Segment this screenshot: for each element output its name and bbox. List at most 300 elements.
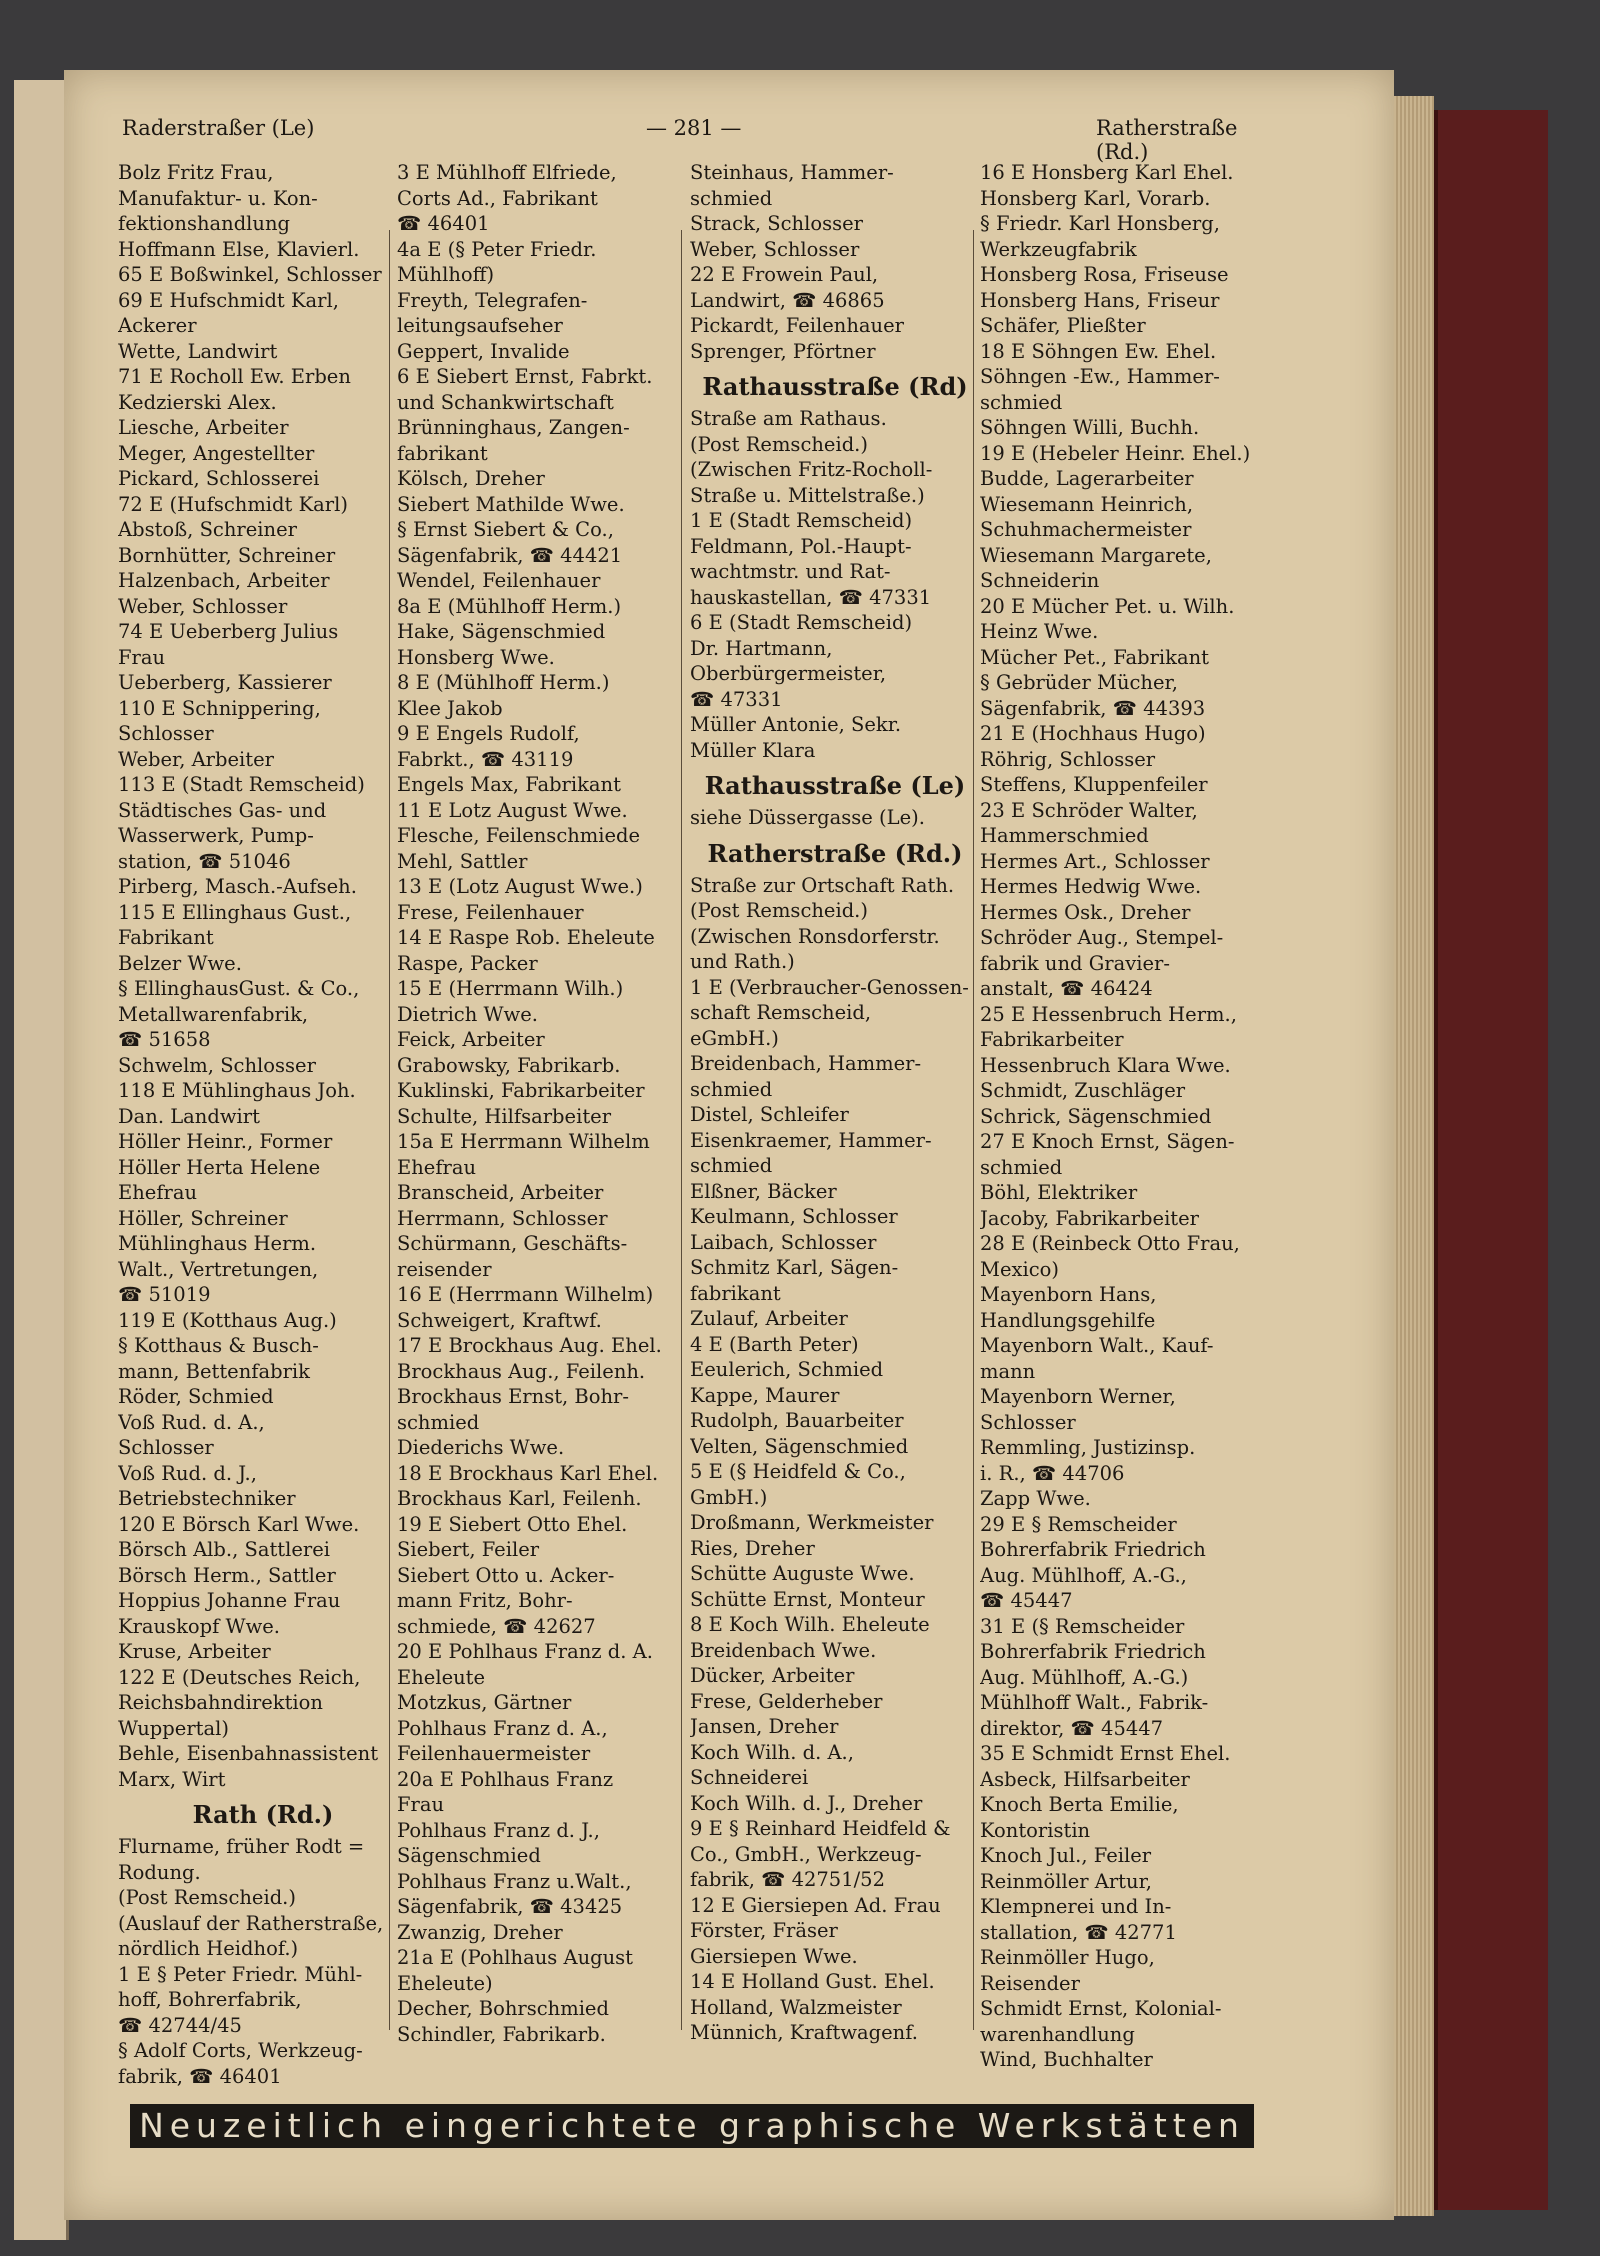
directory-line: Kruse, Arbeiter [118,1640,271,1663]
directory-line: Müller Klara [690,738,816,762]
directory-line: 20 E Mücher Pet. u. Wilh. [980,594,1235,618]
directory-line: Werkzeugfabrik [980,237,1137,261]
column-divider [681,230,682,2030]
directory-line: Schmitz Karl, Sägen- [690,1256,899,1279]
directory-line: Knoch Berta Emilie, [980,1793,1179,1816]
directory-line: Breidenbach, Hammer- [690,1052,922,1075]
directory-line: Wuppertal) [118,1716,229,1740]
directory-line: Koch Wilh. d. A., [690,1740,854,1764]
directory-line: Kuklinski, Fabrikarbeiter [397,1079,645,1102]
directory-line: 71 E Rocholl Ew. Erben [118,365,351,388]
directory-line: hoff, Bohrerfabrik, [118,1988,302,2011]
directory-line: Kedzierski Alex. [118,390,277,414]
directory-line: Wette, Landwirt [118,339,278,363]
directory-line: 69 E Hufschmidt Karl, [118,288,339,312]
directory-line: § Kotthaus & Busch- [118,1334,319,1357]
directory-line: Schrick, Sägenschmied [980,1104,1212,1128]
directory-line: fabrikant [690,1281,781,1305]
directory-line: Keulmann, Schlosser [690,1205,898,1228]
directory-line: 4a E (§ Peter Friedr. [397,237,597,261]
directory-line: i. R., ☎ 44706 [980,1461,1125,1485]
directory-line: Höller Herta Helene [118,1155,321,1179]
directory-line: Sägenfabrik, ☎ 44393 [980,696,1206,720]
directory-line: ☎ 51019 [118,1283,211,1306]
directory-line: Brünninghaus, Zangen- [397,416,630,439]
directory-line: ☎ 51658 [118,1028,211,1051]
directory-line: 8 E Koch Wilh. Eheleute [690,1613,930,1636]
directory-line: Pickardt, Feilenhauer [690,314,904,337]
directory-line: Schäfer, Pließter [980,314,1146,337]
street-heading: Rathausstraße (Le) [704,771,966,800]
directory-line: 6 E (Stadt Remscheid) [690,611,913,634]
directory-line: Bohrerfabrik Friedrich [980,1640,1206,1663]
directory-line: Weber, Schlosser [690,237,860,261]
directory-line: Hoppius Johanne Frau [118,1589,341,1612]
column-4 [980,160,1270,2073]
column-divider [973,230,974,2030]
directory-line: 14 E Holland Gust. Ehel. [690,1970,935,1993]
directory-line: Asbeck, Hilfsarbeiter [980,1767,1190,1791]
directory-line: siehe Düssergasse (Le). [690,806,925,829]
directory-line: 118 E Mühlinghaus Joh. [118,1079,356,1102]
directory-line: (Post Remscheid.) [118,1886,296,1909]
directory-line: Feick, Arbeiter [397,1028,545,1051]
directory-line: Budde, Lagerarbeiter [980,467,1194,490]
directory-line: Klee Jakob [397,696,503,720]
directory-line: Remmling, Justizinsp. [980,1436,1196,1459]
directory-line: Honsberg Hans, Friseur [980,288,1220,312]
directory-line: schmiede, ☎ 42627 [397,1614,596,1638]
directory-line: 3 E Mühlhoff Elfriede, [397,161,617,184]
directory-line: Straße am Rathaus. [690,407,887,430]
directory-line: 9 E § Reinhard Heidfeld & [690,1817,951,1840]
directory-line: 31 E (§ Remscheider [980,1614,1185,1638]
directory-line: direktor, ☎ 45447 [980,1716,1164,1740]
directory-line: Grabowsky, Fabrikarb. [397,1053,621,1077]
directory-line: Elßner, Bäcker [690,1179,837,1203]
directory-line: Ehefrau [397,1155,477,1179]
directory-line: 1 E § Peter Friedr. Mühl- [118,1962,363,1986]
directory-line: Metallwarenfabrik, [118,1002,309,1026]
directory-line: fabrik und Gravier- [980,951,1170,975]
directory-line: Höller, Schreiner [118,1206,288,1230]
directory-line: Klempnerei und In- [980,1895,1172,1918]
directory-line: Mayenborn Walt., Kauf- [980,1334,1214,1357]
directory-line: Zapp Wwe. [980,1487,1091,1510]
directory-line: Liesche, Arbeiter [118,416,289,439]
directory-line: Höller Heinr., Former [118,1130,333,1153]
directory-line: (Zwischen Ronsdorferstr. [690,924,940,948]
directory-line: Eisenkraemer, Hammer- [690,1128,932,1152]
directory-line: Motzkus, Gärtner [397,1691,572,1714]
directory-line: schmied [690,186,773,210]
directory-line: mann Fritz, Bohr- [397,1589,573,1612]
column-2 [397,160,687,2047]
directory-line: 17 E Brockhaus Aug. Ehel. [397,1334,662,1357]
directory-line: 122 E (Deutsches Reich, [118,1665,361,1689]
directory-line: Bornhütter, Schreiner [118,543,336,567]
directory-line: Strack, Schlosser [690,212,863,235]
directory-line: Schmidt, Zuschläger [980,1079,1186,1102]
directory-line: eGmbH.) [690,1026,779,1050]
directory-line: Schneiderei [690,1766,809,1789]
directory-line: Münnich, Kraftwagenf. [690,2021,918,2044]
directory-line: Kappe, Maurer [690,1383,840,1407]
directory-line: Siebert Otto u. Acker- [397,1563,615,1587]
directory-line: Belzer Wwe. [118,951,242,975]
directory-line: mann, Bettenfabrik [118,1359,310,1383]
directory-line: Ehefrau [118,1181,198,1204]
directory-line: (Zwischen Fritz-Rocholl- [690,458,933,481]
directory-line: 74 E Ueberberg Julius [118,620,339,643]
directory-line: GmbH.) [690,1485,768,1509]
directory-line: station, ☎ 51046 [118,849,291,873]
directory-line: Laibach, Schlosser [690,1230,877,1254]
directory-line: Heinz Wwe. [980,620,1099,643]
directory-line: Frau [118,645,166,669]
directory-line: Pirberg, Masch.-Aufseh. [118,875,357,898]
directory-line: Schütte Ernst, Monteur [690,1587,925,1611]
directory-line: Landwirt, ☎ 46865 [690,288,885,312]
directory-line: nördlich Heidhof.) [118,1937,299,1960]
directory-line: hauskastellan, ☎ 47331 [690,585,932,609]
directory-line: Honsberg Rosa, Friseuse [980,263,1229,286]
directory-line: Jacoby, Fabrikarbeiter [980,1206,1200,1230]
column-1 [118,160,408,2089]
directory-line: Engels Max, Fabrikant [397,773,621,796]
directory-line: Diederichs Wwe. [397,1436,565,1459]
directory-line: Feilenhauermeister [397,1742,591,1765]
directory-line: Börsch Alb., Sattlerei [118,1538,331,1561]
directory-line: Mayenborn Hans, [980,1283,1157,1306]
directory-line: Müller Antonie, Sekr. [690,713,902,736]
directory-line: fabrikant [397,441,488,465]
directory-line: Jansen, Dreher [690,1715,839,1738]
directory-line: Wendel, Feilenhauer [397,569,601,592]
directory-line: Böhl, Elektriker [980,1181,1138,1204]
directory-line: Hoffmann Else, Klavierl. [118,237,360,261]
directory-line: Frese, Feilenhauer [397,900,584,924]
directory-line: Siebert, Feiler [397,1538,540,1561]
directory-line: 20a E Pohlhaus Franz [397,1767,614,1791]
street-heading: Rath (Rd.) [192,1800,334,1829]
directory-line: schaft Remscheid, [690,1001,872,1024]
directory-line: Aug. Mühlhoff, A.-G., [980,1563,1187,1587]
directory-line: 1 E (Verbraucher-Genossen- [690,975,969,999]
directory-line: Sägenschmied [397,1844,541,1867]
directory-line: reisender [397,1257,492,1281]
directory-line: 13 E (Lotz August Wwe.) [397,875,643,898]
directory-line: Hammerschmied [980,824,1149,847]
directory-line: fektionshandlung [118,212,291,235]
directory-line: 4 E (Barth Peter) [690,1332,859,1356]
directory-line: ☎ 46401 [397,212,490,235]
directory-line: Ries, Dreher [690,1536,815,1560]
directory-line: Velten, Sägenschmied [690,1434,909,1458]
directory-line: 120 E Börsch Karl Wwe. [118,1512,360,1536]
directory-line: Schulte, Hilfsarbeiter [397,1104,612,1128]
directory-line: Marx, Wirt [118,1767,226,1791]
directory-line: 21 E (Hochhaus Hugo) [980,722,1206,745]
directory-line: Aug. Mühlhoff, A.-G.) [980,1665,1189,1689]
directory-line: Wasserwerk, Pump- [118,824,314,847]
directory-line: Co., GmbH., Werkzeug- [690,1842,922,1866]
directory-line: Wiesemann Margarete, [980,543,1212,567]
directory-line: 27 E Knoch Ernst, Sägen- [980,1130,1235,1153]
directory-line: Honsberg Karl, Vorarb. [980,186,1211,210]
directory-line: Manufaktur- u. Kon- [118,186,318,210]
directory-line: Dietrich Wwe. [397,1002,538,1026]
directory-line: 19 E Siebert Otto Ehel. [397,1512,628,1536]
directory-line: 16 E (Herrmann Wilhelm) [397,1283,654,1306]
directory-line: Förster, Fräser [690,1919,838,1942]
directory-line: 19 E (Hebeler Heinr. Ehel.) [980,441,1251,465]
directory-line: 18 E Söhngen Ew. Ehel. [980,339,1217,363]
directory-line: Schweigert, Kraftwf. [397,1308,602,1332]
directory-line: Wiesemann Heinrich, [980,492,1194,516]
directory-line: Rodung. [118,1860,201,1884]
directory-line: Mayenborn Werner, [980,1385,1176,1408]
directory-line: 11 E Lotz August Wwe. [397,798,628,822]
directory-line: Steinhaus, Hammer- [690,161,894,184]
directory-line: Reinmöller Artur, [980,1869,1152,1893]
directory-line: Söhngen Willi, Buchh. [980,416,1200,439]
header-right-street: Ratherstraße (Rd.) [1096,116,1238,164]
directory-line: Schneiderin [980,569,1100,592]
directory-line: (Auslauf der Ratherstraße, [118,1911,384,1935]
directory-line: Meger, Angestellter [118,441,315,465]
directory-line: 6 E Siebert Ernst, Fabrkt. [397,365,653,388]
directory-line: Dan. Landwirt [118,1104,260,1128]
directory-line: fabrik, ☎ 42751/52 [690,1868,885,1891]
directory-line: 8 E (Mühlhoff Herm.) [397,671,610,694]
directory-line: Mücher Pet., Fabrikant [980,645,1209,669]
directory-line: Dr. Hartmann, [690,636,833,660]
street-heading: Ratherstraße (Rd.) [707,838,963,868]
directory-line: Schmidt Ernst, Kolonial- [980,1997,1222,2020]
directory-line: und Rath.) [690,950,795,973]
directory-line: Schürmann, Geschäfts- [397,1232,628,1255]
directory-line: Voß Rud. d. J., [118,1461,257,1485]
directory-line: Röhrig, Schlosser [980,747,1156,771]
directory-line: 29 E § Remscheider [980,1512,1177,1536]
header-left-street: Raderstraßer (Le) [122,116,315,140]
footer-advertisement: Neuzeitlich eingerichtete graphische Werkstätten [130,2104,1254,2148]
directory-line: 5 E (§ Heidfeld & Co., [690,1460,906,1483]
directory-line: ☎ 42744/45 [118,2013,242,2037]
directory-line: Schindler, Fabrikarb. [397,2022,606,2046]
directory-line: anstalt, ☎ 46424 [980,977,1153,1000]
directory-line: Pickard, Schlosserei [118,467,320,490]
directory-line: stallation, ☎ 42771 [980,1920,1177,1944]
column-3 [690,160,980,2046]
directory-line: Sägenfabrik, ☎ 44421 [397,543,623,567]
directory-line: schmied [980,1155,1063,1179]
directory-line: Droßmann, Werkmeister [690,1511,934,1534]
directory-line: Hermes Art., Schlosser [980,849,1210,873]
directory-line: 28 E (Reinbeck Otto Frau, [980,1232,1240,1255]
directory-line: Voß Rud. d. A., [118,1410,265,1434]
directory-line: Frese, Gelderheber [690,1689,883,1713]
directory-line: Söhngen -Ew., Hammer- [980,365,1220,388]
directory-line: schmied [690,1154,773,1177]
directory-line: § Adolf Corts, Werkzeug- [118,2039,363,2062]
directory-line: Ackerer [118,314,197,337]
directory-line: Sprenger, Pförtner [690,339,876,363]
directory-line: Behle, Eisenbahnassistent [118,1742,379,1765]
directory-line: Mexico) [980,1257,1060,1281]
directory-line: Sägenfabrik, ☎ 43425 [397,1895,623,1918]
directory-line: Städtisches Gas- und [118,798,327,822]
directory-line: Pohlhaus Franz d. J., [397,1818,600,1842]
directory-line: Corts Ad., Fabrikant [397,186,598,210]
directory-line: Eheleute) [397,1971,493,1995]
directory-line: Siebert Mathilde Wwe. [397,492,625,516]
directory-line: 65 E Boßwinkel, Schlosser [118,263,382,286]
directory-line: 9 E Engels Rudolf, [397,722,580,745]
directory-line: Hermes Hedwig Wwe. [980,875,1202,898]
directory-line: Kontoristin [980,1818,1091,1842]
directory-line: Schlosser [980,1410,1076,1434]
directory-line: Fabrikant [118,926,214,949]
directory-line: Brockhaus Ernst, Bohr- [397,1385,629,1408]
directory-line: Eeulerich, Schmied [690,1358,884,1381]
directory-line: 22 E Frowein Paul, [690,263,879,286]
directory-line: ☎ 47331 [690,687,783,711]
directory-line: fabrik, ☎ 46401 [118,2064,282,2088]
directory-line: Fabrkt., ☎ 43119 [397,747,574,771]
directory-line: Eheleute [397,1665,486,1689]
column-divider [389,230,390,2030]
page-number: — 281 — [646,116,742,140]
directory-line: Kölsch, Dreher [397,467,545,490]
directory-line: Brockhaus Aug., Feilenh. [397,1359,646,1383]
directory-line: Bohrerfabrik Friedrich [980,1538,1206,1561]
directory-line: Pohlhaus Franz u.Walt., [397,1869,632,1893]
directory-line: wachtmstr. und Rat- [690,560,891,583]
directory-line: 8a E (Mühlhoff Herm.) [397,594,622,618]
directory-line: Steffens, Kluppenfeiler [980,773,1208,796]
directory-line: Straße u. Mittelstraße.) [690,483,925,507]
directory-line: Mühlhoff Walt., Fabrik- [980,1691,1209,1714]
directory-line: Schlosser [118,1436,214,1459]
directory-line: Ueberberg, Kassierer [118,671,332,694]
directory-line: Halzenbach, Arbeiter [118,569,330,592]
book-cover-edge [1434,110,1548,2210]
directory-line: Branscheid, Arbeiter [397,1181,604,1204]
directory-line: 113 E (Stadt Remscheid) [118,773,365,796]
directory-line: Zwanzig, Dreher [397,1920,563,1944]
directory-line: 16 E Honsberg Karl Ehel. [980,161,1234,184]
directory-line: (Post Remscheid.) [690,899,868,922]
directory-line: § EllinghausGust. & Co., [118,977,360,1000]
directory-line: 119 E (Kotthaus Aug.) [118,1308,337,1332]
directory-line: schmied [397,1410,480,1434]
directory-line: Krauskopf Wwe. [118,1614,281,1638]
directory-line: 15 E (Herrmann Wilh.) [397,977,624,1000]
directory-line: Wind, Buchhalter [980,2048,1153,2071]
directory-line: Frau [397,1793,445,1816]
directory-line: und Schankwirtschaft [397,390,614,414]
directory-line: Schlosser [118,722,214,745]
directory-line: Mühlinghaus Herm. [118,1232,317,1255]
directory-line: Reisender [980,1971,1080,1995]
directory-line: Breidenbach Wwe. [690,1638,877,1662]
directory-line: Mehl, Sattler [397,849,528,873]
directory-line: Geppert, Invalide [397,339,570,363]
directory-line: Börsch Herm., Sattler [118,1563,336,1587]
directory-line: 15a E Herrmann Wilhelm [397,1130,650,1153]
directory-line: 14 E Raspe Rob. Eheleute [397,926,655,949]
directory-line: Raspe, Packer [397,951,538,975]
directory-line: Herrmann, Schlosser [397,1206,608,1230]
directory-line: 23 E Schröder Walter, [980,798,1198,822]
directory-line: 21a E (Pohlhaus August [397,1946,634,1969]
directory-line: 35 E Schmidt Ernst Ehel. [980,1742,1231,1765]
directory-line: Hessenbruch Klara Wwe. [980,1053,1231,1077]
directory-line: 25 E Hessenbruch Herm., [980,1002,1237,1026]
directory-line: (Post Remscheid.) [690,432,868,456]
directory-line: Zulauf, Arbeiter [690,1307,848,1330]
directory-line: Distel, Schleifer [690,1103,849,1126]
directory-line: Holland, Walzmeister [690,1995,902,2019]
directory-line: Weber, Arbeiter [118,747,274,771]
directory-line: 20 E Pohlhaus Franz d. A. [397,1640,653,1663]
directory-line: Hermes Osk., Dreher [980,900,1191,924]
directory-line: 1 E (Stadt Remscheid) [690,509,913,532]
directory-line: Abstoß, Schreiner [118,518,297,541]
directory-line: Mühlhoff) [397,263,495,286]
directory-line: § Friedr. Karl Honsberg, [980,212,1220,235]
directory-line: Rudolph, Bauarbeiter [690,1409,904,1432]
directory-line: Oberbürgermeister, [690,662,887,685]
directory-line: schmied [980,390,1063,414]
directory-line: Weber, Schlosser [118,594,288,618]
directory-line: 115 E Ellinghaus Gust., [118,900,352,924]
directory-line: Honsberg Wwe. [397,645,555,669]
directory-line: Flurname, früher Rodt = [118,1835,365,1858]
directory-line: Koch Wilh. d. J., Dreher [690,1791,923,1815]
directory-line: Giersiepen Wwe. [690,1944,858,1968]
directory-line: Freyth, Telegrafen- [397,288,588,312]
directory-line: Flesche, Feilenschmiede [397,824,641,847]
directory-line: Reinmöller Hugo, [980,1946,1155,1969]
directory-line: § Gebrüder Mücher, [980,671,1178,694]
street-heading: Rathausstraße (Rd) [702,372,968,401]
directory-line: 110 E Schnippering, [118,696,321,720]
directory-line: 12 E Giersiepen Ad. Frau [690,1893,941,1917]
directory-line: ☎ 45447 [980,1589,1073,1612]
directory-line: Brockhaus Karl, Feilenh. [397,1487,642,1510]
directory-line: 18 E Brockhaus Karl Ehel. [397,1461,659,1485]
directory-line: leitungsaufseher [397,314,563,337]
directory-line: mann [980,1359,1036,1383]
directory-line: Betriebstechniker [118,1487,296,1510]
directory-line: Handlungsgehilfe [980,1308,1156,1332]
running-header [56,116,1238,164]
directory-line: 72 E (Hufschmidt Karl) [118,492,348,516]
directory-line: Schütte Auguste Wwe. [690,1562,915,1585]
directory-line: Fabrikarbeiter [980,1028,1124,1051]
directory-line: warenhandlung [980,2022,1135,2046]
directory-line: Feldmann, Pol.-Haupt- [690,534,912,558]
directory-line: Hake, Sägenschmied [397,620,606,643]
directory-line: Pohlhaus Franz d. A., [397,1716,608,1740]
page-fore-edge [1394,96,1434,2216]
previous-page-edge [14,80,69,2240]
directory-line: Reichsbahndirektion [118,1691,323,1714]
directory-line: Knoch Jul., Feiler [980,1844,1152,1867]
